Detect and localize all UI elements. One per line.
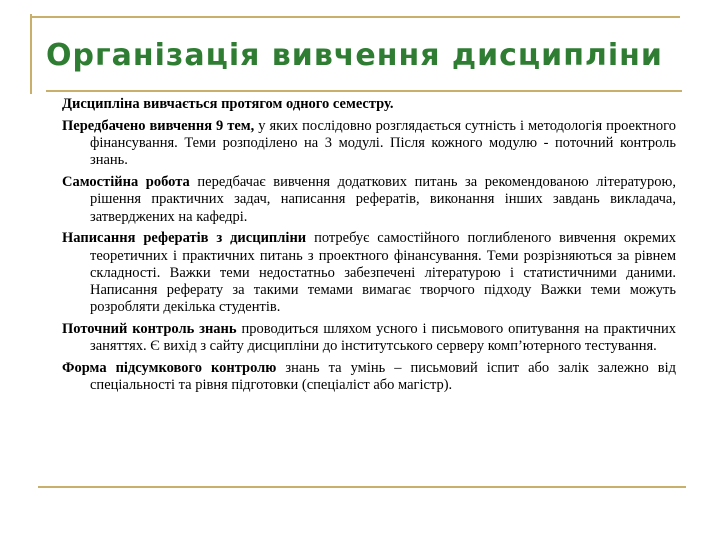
paragraph-lead: Написання рефератів з дисципліни	[62, 230, 307, 247]
paragraph-text: передбачає вивчення додаткових питань за рекомендованою літературою, рішення практичних задач, написання рефератів, виконання інших завдань викладача, затверджених на кафедрі.	[90, 173, 676, 225]
frame-top-rule	[30, 16, 680, 18]
paragraph-semester	[62, 96, 676, 113]
paragraph-essays	[62, 230, 676, 316]
paragraph-lead: Форма підсумкового контролю	[62, 360, 277, 377]
paragraph-lead: Самостійна робота	[62, 173, 190, 190]
frame-vertical-rule	[30, 14, 32, 94]
bottom-rule	[38, 486, 686, 488]
paragraph-topics	[62, 118, 676, 170]
paragraph-text: проводиться шляхом усного і письмового опитування на практичних заняттях. Є вихід з сайту дисципліни до інститутського серверу комп’ютерного тестування.	[90, 321, 676, 355]
paragraph-text: потребує самостійного поглибленого вивчення окремих теоретичних і практичних питань з проектного фінансування. Теми розрізняються за рівнем складності. Важки теми недостатньо забезпечені літературою і статистичними даними. Написання реферату за такими темами вимагає творчого підходу Важки теми можуть розробляти декілька студентів.	[90, 230, 676, 316]
paragraph-text: у яких послідовно розглядається сутність і методологія проектного фінансування. Теми розподілено на 3 модулі. Після кожного модулю - поточний контроль знань.	[90, 117, 676, 169]
title-underline	[46, 90, 682, 92]
paragraph-current-control	[62, 321, 676, 356]
paragraph-lead: Поточний контроль знань	[62, 321, 237, 338]
paragraph-text: знань та умінь – письмовий іспит або залік залежно від спеціальності та рівня підготовки (спеціаліст або магістр).	[90, 360, 677, 394]
slide-title: Організація вивчення дисципліни	[46, 38, 663, 73]
slide-body	[62, 96, 676, 399]
paragraph-self-study	[62, 174, 676, 226]
paragraph-lead: Дисципліна вивчається протягом одного семестру.	[62, 96, 394, 112]
paragraph-lead: Передбачено вивчення 9 тем,	[62, 117, 255, 134]
paragraph-final-control	[62, 360, 676, 395]
